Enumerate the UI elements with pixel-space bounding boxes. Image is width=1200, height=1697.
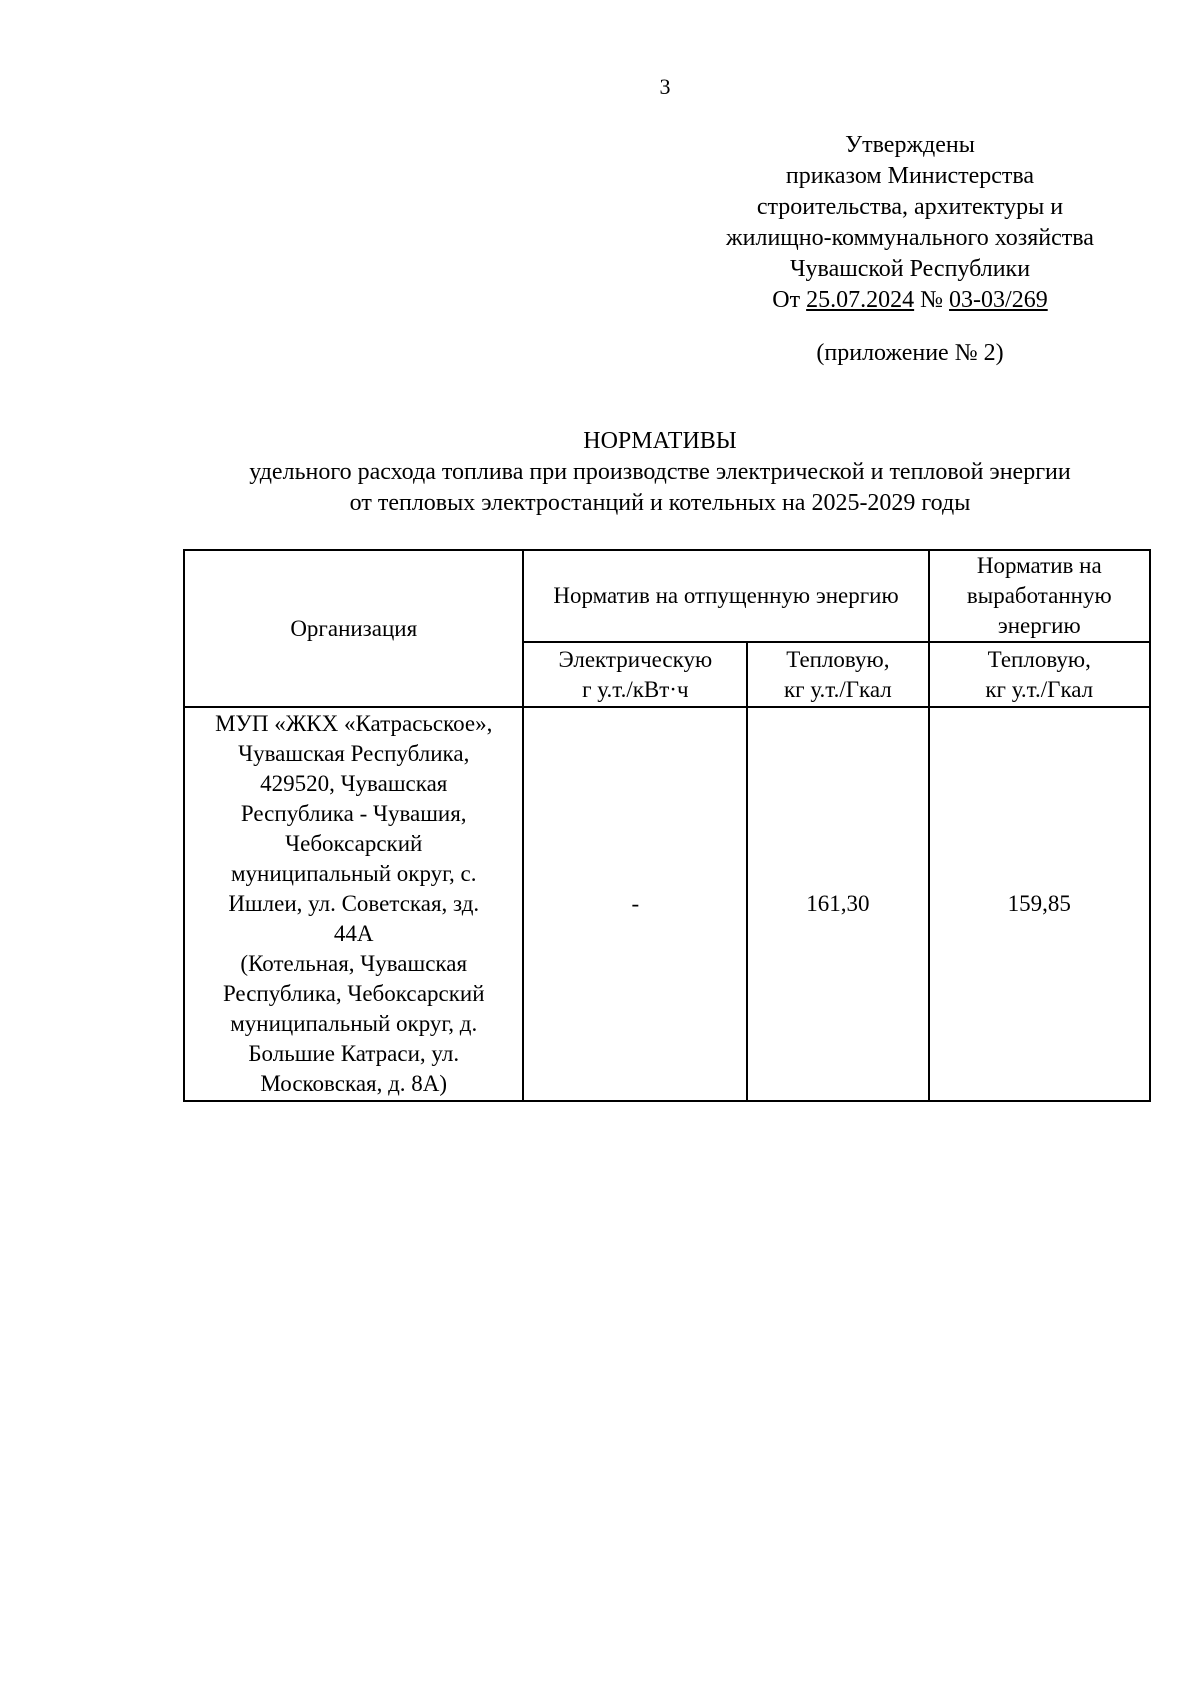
header-produced-group: Норматив на выработанную энергию xyxy=(929,550,1150,642)
approval-block xyxy=(680,130,1140,316)
header-released-group: Норматив на отпущенную энергию xyxy=(523,550,928,642)
header-organization: Организация xyxy=(184,550,523,707)
number-sign: № xyxy=(920,287,944,313)
cell-thermal-produced: 159,85 xyxy=(929,707,1150,1101)
approval-date: 25.07.2024 xyxy=(806,287,915,313)
approval-line: строительства, архитектуры и xyxy=(756,194,1064,220)
title-line: от тепловых электростанций и котельных на 2025-2029 годы xyxy=(349,490,971,516)
approval-number: 03-03/269 xyxy=(949,287,1048,313)
title-line: удельного расхода топлива при производстве электрической и тепловой энергии xyxy=(249,459,1071,485)
norms-table xyxy=(183,549,1151,1102)
cell-organization: МУП «ЖКХ «Катрасьское», Чувашская Республика, 429520, Чувашская Республика - Чувашия, Чебоксарский муниципальный округ, с. Ишлеи, ул. Советская, зд. 44А (Котельная, Чувашская Республика, Чебоксарский муниципальный округ, д. Большие Катраси, ул. Московская, д. 8А) xyxy=(184,707,523,1101)
approval-date-line xyxy=(680,285,1140,316)
appendix-label: (приложение № 2) xyxy=(816,340,1004,366)
header-thermal-produced: Тепловую, кг у.т./Гкал xyxy=(929,642,1150,707)
document-title xyxy=(160,426,1160,519)
page-number: 3 xyxy=(659,74,671,99)
approval-line: Чувашской Республики xyxy=(789,256,1031,282)
header-thermal: Тепловую, кг у.т./Гкал xyxy=(747,642,928,707)
approval-line: жилищно-коммунального хозяйства xyxy=(726,225,1094,251)
date-prefix: От xyxy=(772,287,801,313)
cell-electric: - xyxy=(523,707,747,1101)
title-heading: НОРМАТИВЫ xyxy=(583,428,737,454)
approval-line: Утверждены xyxy=(845,132,975,158)
cell-thermal: 161,30 xyxy=(747,707,928,1101)
header-electric: Электрическую г у.т./кВт·ч xyxy=(523,642,747,707)
approval-line: приказом Министерства xyxy=(785,163,1035,189)
